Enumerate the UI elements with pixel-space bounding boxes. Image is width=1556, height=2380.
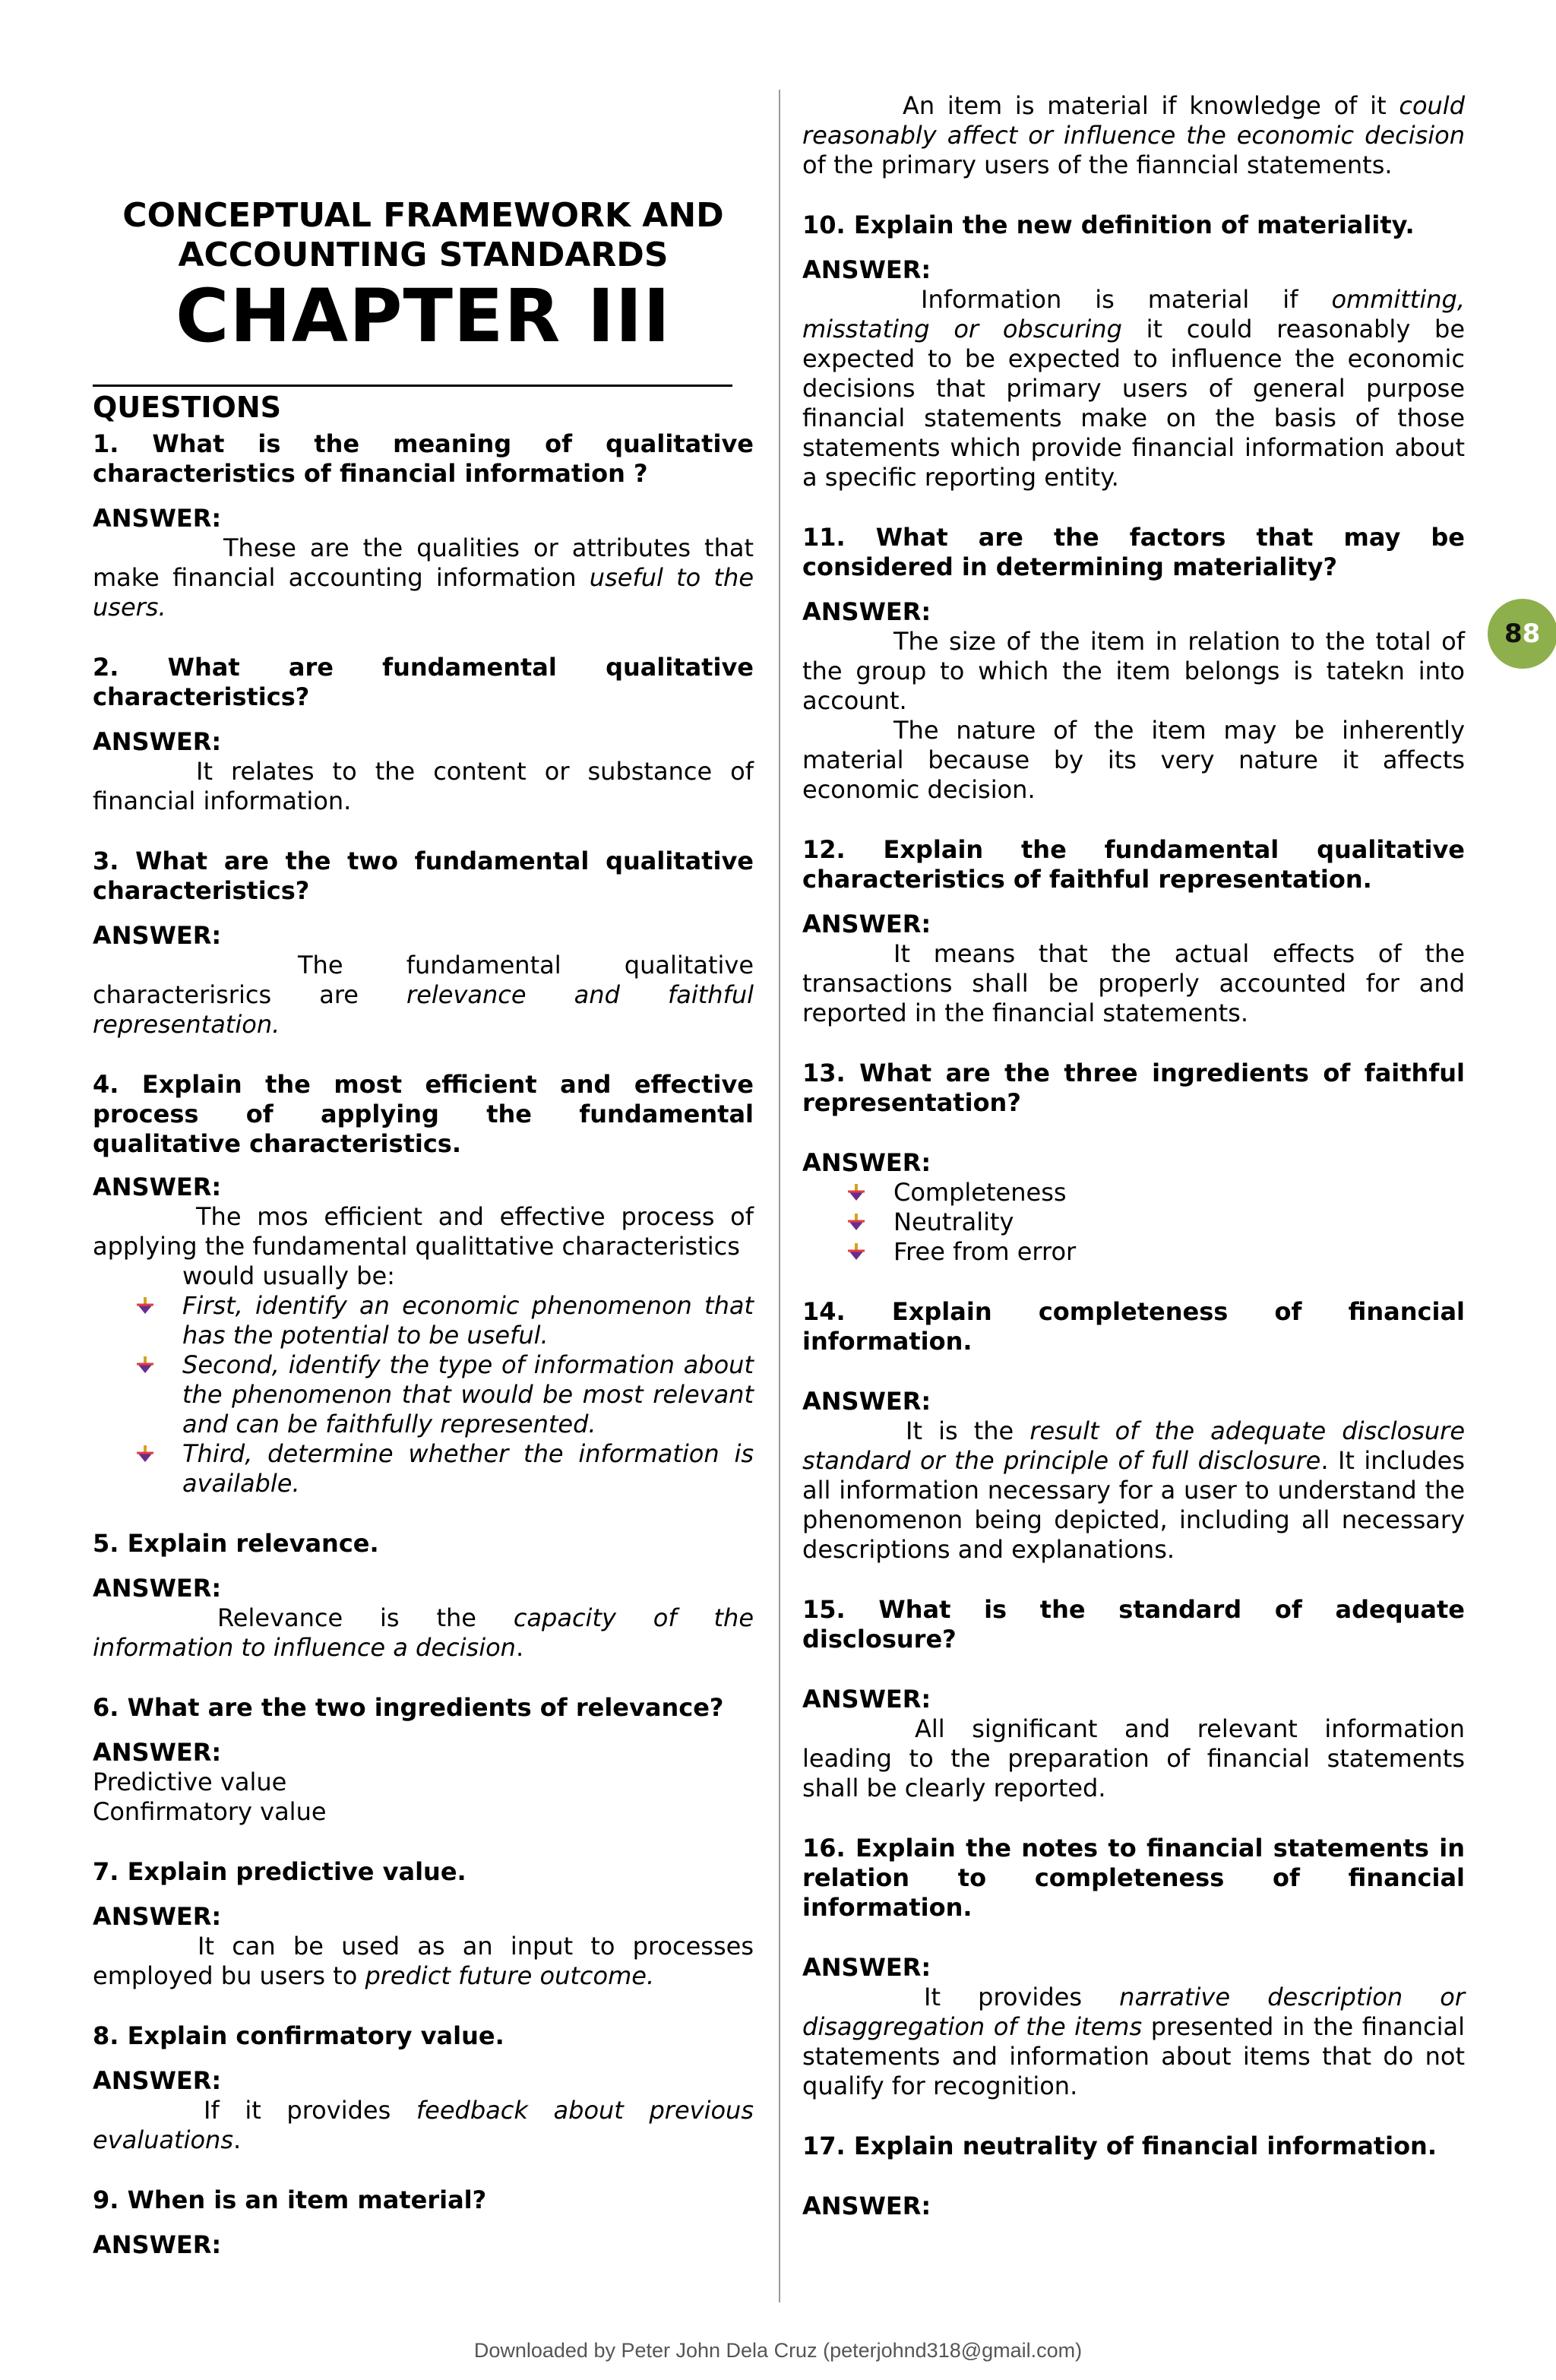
answer-2-text: It relates to the content or substance of financial information. [93, 757, 754, 815]
answer-5 [93, 1603, 754, 1663]
answer-label: ANSWER: [93, 1173, 222, 1201]
answer-3-emphasis: relevance and faithful representation. [93, 980, 754, 1039]
answer-label: ANSWER: [802, 255, 931, 284]
answer-5-emphasis: capacity of the information to influence a decision [93, 1603, 754, 1662]
answer-7 [93, 1932, 754, 1991]
arrow-bullet-icon [846, 1242, 866, 1261]
answer-4-steps [93, 1291, 754, 1499]
answer-13-list [802, 1178, 1465, 1267]
answer-14-emphasis: result of the adequate disclosure standard or the principle of full disclosure [802, 1416, 1466, 1475]
answer-label: ANSWER: [93, 504, 222, 533]
answer-16-text: It provides [924, 1983, 1120, 2011]
answer-label: ANSWER: [93, 727, 222, 756]
answer-label: ANSWER: [802, 910, 931, 938]
question-6: 6. What are the two ingredients of relevance? [93, 1693, 724, 1722]
arrow-bullet-icon [846, 1212, 866, 1232]
answer-16 [802, 1983, 1465, 2101]
answer-14 [802, 1416, 1465, 1565]
answer-label: ANSWER: [802, 597, 931, 626]
title-rule [93, 385, 732, 387]
question-9: 9. When is an item material? [93, 2185, 487, 2214]
title-line-2: ACCOUNTING STANDARDS [178, 236, 669, 274]
answer-1-text: These are the qualities or attributes that make financial accounting information [93, 533, 754, 592]
document-title [93, 196, 754, 275]
answer-1 [93, 533, 754, 622]
answer-2 [93, 757, 754, 816]
answer-14-end: . It includes all information necessary for a user to understand the phenomenon being depicted, including all necessary descriptions and explanations. [802, 1446, 1465, 1564]
question-11: 11. What are the factors that may be considered in determining materiality? [802, 523, 1465, 581]
answer-9-end: of the primary users of the fianncial statements. [802, 150, 1393, 179]
list-item [893, 1237, 1465, 1267]
answer-10-end: it could reasonably be expected to be expected to influence the economic decisions that primary users of general purpose financial statements make on the basis of those statements which provide financial information about a specific reporting entity. [802, 315, 1466, 492]
question-4: 4. Explain the most efficient and effective process of applying the fundamental qualitative characteristics. [93, 1070, 754, 1158]
arrow-bullet-icon [135, 1444, 155, 1464]
answer-label: ANSWER: [802, 1685, 931, 1714]
arrow-bullet-icon [135, 1355, 155, 1375]
answer-8-text: If it provides [204, 2096, 416, 2125]
column-divider [779, 90, 780, 2302]
question-13: 13. What are the three ingredients of faithful representation? [802, 1059, 1465, 1117]
question-1: 1. What is the meaning of qualitative characteristics of financial information ? [93, 429, 754, 488]
answer-10 [802, 285, 1465, 492]
answer-1-emphasis: useful to the users. [93, 563, 754, 622]
answer-4-intro [93, 1202, 754, 1261]
answer-15 [802, 1714, 1465, 1803]
right-column [802, 91, 1465, 2221]
answer-4-intro-text: The mos efficient and effective process of applying the fundamental qualittative characteristics [93, 1202, 754, 1261]
answer-4-continuation: would usually be: [182, 1261, 395, 1290]
answer-label: ANSWER: [93, 1902, 222, 1931]
answer-16-emphasis: narrative description or disaggregation of the items [802, 1983, 1466, 2041]
answer-label: ANSWER: [802, 1953, 931, 1982]
answer-10-text: Information is material if [921, 285, 1332, 314]
question-10: 10. Explain the new definition of materiality. [802, 210, 1415, 239]
answer-label: ANSWER: [93, 2230, 222, 2259]
ingredient-text: Completeness [893, 1178, 1067, 1207]
question-3: 3. What are the two fundamental qualitative characteristics? [93, 847, 754, 905]
arrow-bullet-icon [135, 1296, 155, 1315]
answer-12 [802, 939, 1465, 1028]
chapter-heading: CHAPTER III [175, 274, 671, 359]
answer-label: ANSWER: [93, 2066, 222, 2095]
answer-16-end: presented in the financial statements and information about items that do not qualify for recognition. [802, 2012, 1466, 2100]
answer-15-text: All significant and relevant information leading to the preparation of financial statements shall be clearly reported. [802, 1714, 1465, 1802]
title-line-1: CONCEPTUAL FRAMEWORK AND [122, 196, 724, 235]
page-number-badge [1488, 599, 1556, 669]
answer-9 [802, 91, 1465, 180]
list-item [182, 1439, 754, 1499]
question-7: 7. Explain predictive value. [93, 1857, 466, 1886]
question-17: 17. Explain neutrality of financial information. [802, 2132, 1437, 2160]
step-text: Second, identify the type of information about the phenomenon that would be most relevant and can be faithfully represented. [182, 1350, 754, 1438]
answer-8-end: . [232, 2125, 242, 2154]
answer-9-text: An item is material if knowledge of it [903, 91, 1399, 120]
answer-8-emphasis: feedback about previous evaluations [93, 2096, 754, 2154]
list-item [893, 1178, 1465, 1207]
step-text: Third, determine whether the information is available. [182, 1439, 754, 1498]
answer-11-p1-text: The size of the item in relation to the total of the group to which the item belongs is tatekn into account. [802, 627, 1465, 715]
answer-7-emphasis: predict future outcome. [365, 1961, 655, 1990]
answer-7-text: It can be used as an input to processes employed bu users to [93, 1932, 754, 1990]
answer-label: ANSWER: [93, 1574, 222, 1603]
answer-11-p2-text: The nature of the item may be inherently material because by its very nature it affects economic decision. [802, 716, 1465, 804]
answer-label: ANSWER: [93, 1738, 222, 1767]
answer-11-p1 [802, 627, 1465, 716]
answer-10-emphasis: ommitting, misstating or obscuring [802, 285, 1465, 343]
arrow-bullet-icon [846, 1182, 866, 1202]
answer-5-text: Relevance is the [217, 1603, 514, 1632]
answer-label: ANSWER: [802, 1387, 931, 1416]
answer-14-text: It is the [906, 1416, 1030, 1445]
answer-9-emphasis: could reasonably affect or influence the economic decision [802, 91, 1465, 150]
question-14: 14. Explain completeness of financial information. [802, 1297, 1465, 1356]
ingredient-text: Free from error [893, 1237, 1077, 1266]
answer-8 [93, 2096, 754, 2155]
answer-label: ANSWER: [802, 1148, 931, 1177]
step-text: First, identify an economic phenomenon that has the potential to be useful. [182, 1291, 754, 1350]
answer-11-p2 [802, 716, 1465, 805]
question-15: 15. What is the standard of adequate disclosure? [802, 1595, 1465, 1654]
answer-12-text: It means that the actual effects of the transactions shall be properly accounted for and reported in the financial statements. [802, 939, 1465, 1027]
question-12: 12. Explain the fundamental qualitative characteristics of faithful representation. [802, 835, 1465, 894]
left-column [93, 90, 754, 2260]
ingredient-text: Neutrality [893, 1207, 1014, 1236]
download-footer: Downloaded by Peter John Dela Cruz (peterjohnd318@gmail.com) [473, 2339, 1083, 2362]
answer-5-end: . [515, 1633, 524, 1662]
question-8: 8. Explain confirmatory value. [93, 2021, 504, 2050]
answer-label: ANSWER: [93, 921, 222, 950]
list-item [182, 1350, 754, 1439]
list-item [182, 1291, 754, 1350]
answer-3-text: The fundamental qualitative characterisrics are [93, 951, 754, 1009]
answer-label: ANSWER: [802, 2192, 931, 2220]
question-2: 2. What are fundamental qualitative characteristics? [93, 653, 754, 711]
list-item [893, 1207, 1465, 1237]
answer-6-line-1: Predictive value [93, 1768, 287, 1796]
question-5: 5. Explain relevance. [93, 1529, 379, 1558]
question-16: 16. Explain the notes to financial statements in relation to completeness of financial information. [802, 1834, 1465, 1922]
page-number-digit: 8 [1504, 619, 1523, 649]
answer-6-line-2: Confirmatory value [93, 1797, 327, 1826]
section-heading: QUESTIONS [93, 391, 282, 424]
page-number-digit-overlay: 8 [1522, 619, 1541, 649]
answer-3 [93, 951, 754, 1040]
